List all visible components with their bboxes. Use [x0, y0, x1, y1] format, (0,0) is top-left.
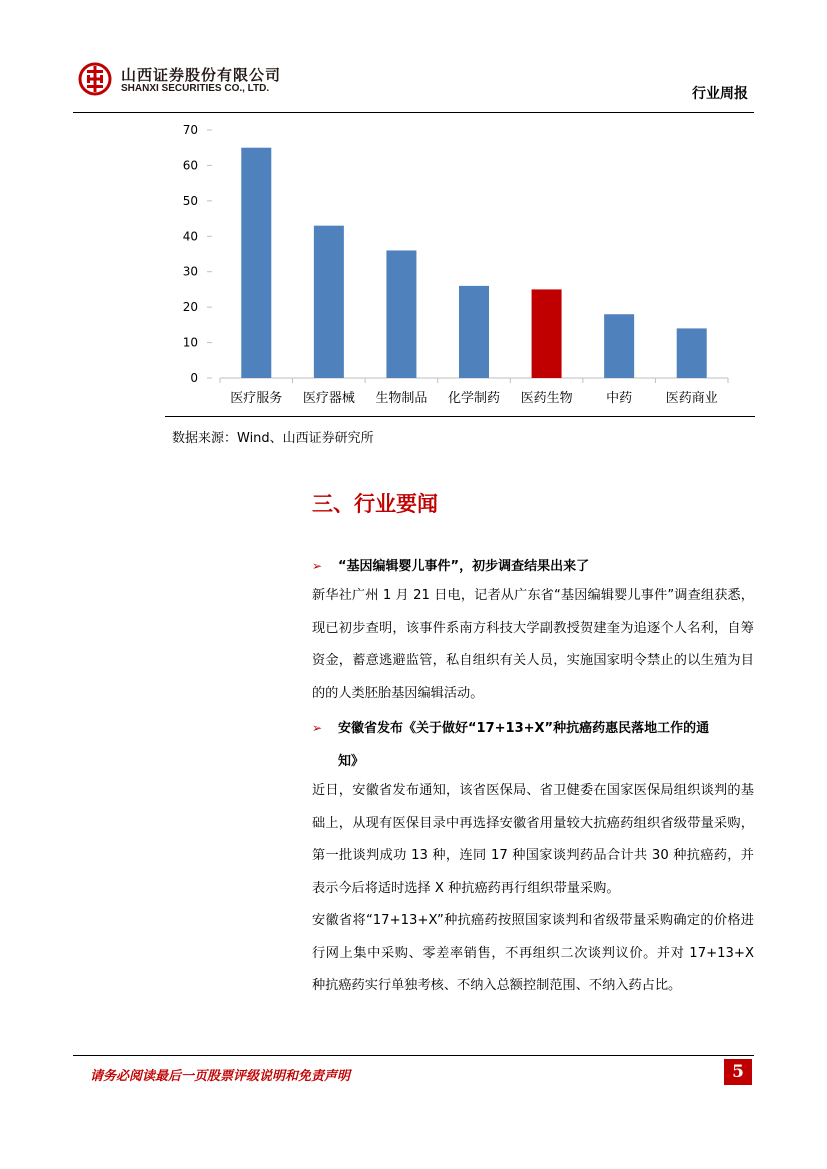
y-tick-label: 50: [182, 193, 198, 208]
x-tick-label: 医疗服务: [230, 391, 283, 406]
y-tick-label: 30: [182, 264, 198, 279]
bar-5: [604, 314, 634, 378]
x-tick-label: 中药: [606, 391, 633, 406]
data-source-note: 数据来源：Wind、山西证券研究所: [172, 431, 374, 446]
disclaimer-text: 请务必阅读最后一页股票评级说明和免责声明: [90, 1069, 351, 1084]
bullet-arrow-icon: ➢: [312, 559, 323, 573]
company-logo-icon: [78, 62, 112, 96]
chart-bottom-divider: [165, 416, 755, 417]
news-paragraph: 新华社广州 1 月 21 日电，记者从广东省“基因编辑婴儿事件”调查组获悉，现已初步查明，该事件系南方科技大学副教授贺建奎为追逐个人名利，自筹资金，蓄意逃避监管，私自组织有关人员，实施国家明令禁止的以生殖为目的的人类胚胎基因编辑活动。: [312, 588, 754, 701]
industry-bar-chart: [165, 118, 755, 416]
y-tick-label: 60: [182, 158, 198, 173]
y-tick-label: 70: [182, 123, 198, 137]
header-divider: [73, 112, 754, 113]
bar-3: [459, 286, 489, 378]
news-paragraph: 安徽省将“17+13+X”种抗癌药按照国家谈判和省级带量采购确定的价格进行网上集中采购、零差率销售，不再组织二次谈判议价。并对 17+13+X 种抗癌药实行单独考核、不纳入总额控制范围、不纳入药占比。: [312, 913, 754, 994]
news-title-text: “基因编辑婴儿事件”，初步调查结果出来了: [338, 559, 590, 574]
news-title-2: [312, 712, 754, 778]
report-type-label: 行业周报: [692, 86, 748, 102]
x-tick-label: 医药商业: [665, 391, 718, 406]
bar-4: [532, 289, 562, 378]
news-title-continuation: 知》: [338, 754, 365, 769]
y-tick-label: 0: [190, 371, 198, 385]
company-name-cn: 山西证券股份有限公司: [121, 66, 282, 84]
y-tick-label: 10: [182, 335, 198, 350]
company-name-en: SHANXI SECURITIES CO., LTD.: [121, 83, 270, 94]
news-title-text: 安徽省发布《关于做好“17+13+X”种抗癌药惠民落地工作的通: [338, 721, 710, 736]
bullet-arrow-icon: ➢: [312, 721, 323, 735]
page-number: 5: [724, 1059, 752, 1085]
y-tick-label: 40: [182, 229, 198, 244]
x-tick-label: 生物制品: [375, 391, 428, 406]
bar-1: [314, 226, 344, 378]
x-tick-label: 医疗器械: [302, 391, 355, 406]
bar-2: [386, 250, 416, 378]
news-title-1: [312, 550, 754, 583]
bar-6: [677, 328, 707, 378]
section-heading: 三、行业要闻: [312, 492, 438, 516]
x-tick-label: 医药生物: [520, 391, 573, 406]
y-tick-label: 20: [182, 300, 198, 315]
news-paragraph: 近日，安徽省发布通知，该省医保局、省卫健委在国家医保局组织谈判的基础上，从现有医保目录中再选择安徽省用量较大抗癌药组织省级带量采购，第一批谈判成功 13 种，连同 17 种国家谈判药品合计共 30 种抗癌药，并表示今后将适时选择 X 种抗癌药再行组织带量采购。: [312, 783, 754, 896]
bar-0: [241, 148, 271, 378]
x-tick-label: 化学制药: [447, 391, 501, 406]
footer-divider: [73, 1055, 754, 1056]
